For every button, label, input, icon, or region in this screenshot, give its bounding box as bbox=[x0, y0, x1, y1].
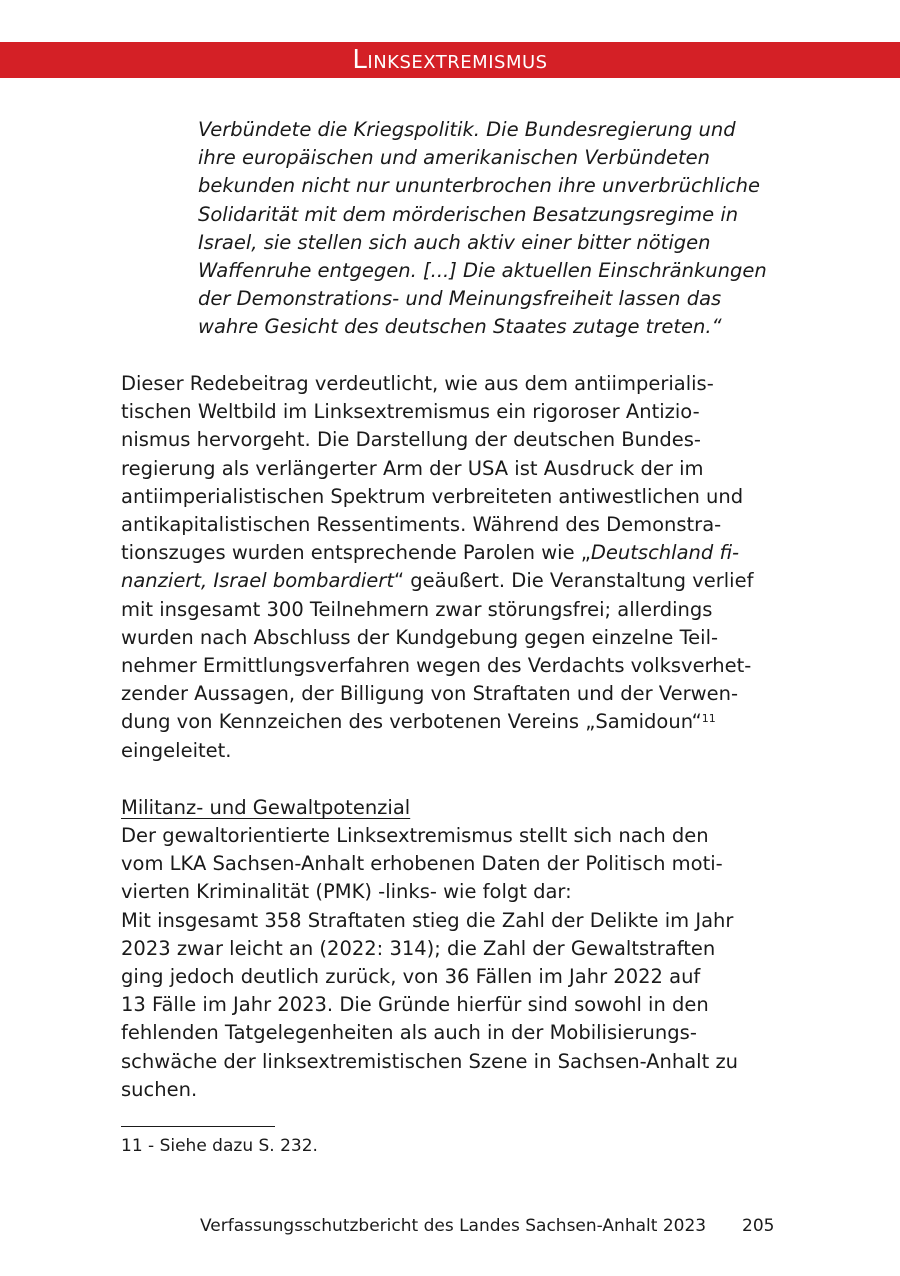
quote-block: Verbündete die Kriegspolitik. Die Bundesregierung und ihre europäischen und amerikanischen Verbündeten bekunden nicht nur ununterbrochen ihre unverbrüchliche Solidarität mit dem mörderischen Besatzungsregime in Israel, sie stellen sich auch aktiv einer bitter nötigen Waffenruhe entgegen. [...] Die aktuellen Einschränkungen der Demonstrations- und Meinungsfreiheit lassen das wahre Gesicht des deutschen Staates zutage treten.“ bbox=[198, 118, 767, 339]
slogan-text: Deutschland fi- nanziert, Israel bombardiert bbox=[121, 541, 740, 593]
footer-title: Verfassungsschutzbericht des Landes Sachsen-Anhalt 2023 bbox=[200, 1216, 707, 1236]
paragraph-militanz: Der gewaltorientierte Linksextremismus stellt sich nach den vom LKA Sachsen-Anhalt erhobenen Daten der Politisch moti- vierten Kriminalität (PMK) -links- wie folgt dar: Mit insgesamt 358 Straftaten stieg die Zahl der Delikte im Jahr 2023 zwar leicht an (2022: 314); die Zahl der Gewaltstraften ging jedoch deutlich zurück, von 36 Fällen im Jahr 2022 auf 13 Fälle im Jahr 2023. Die Gründe hierfür sind sowohl in den fehlenden Tatgelegenheiten als auch in der Mobilisierungs- schwäche der linksextremistischen Szene in Sachsen-Anhalt zu suchen. bbox=[121, 824, 739, 1101]
page-number: 205 bbox=[742, 1216, 775, 1236]
footnote-divider bbox=[121, 1126, 275, 1127]
paragraph-text: “ geäußert. Die Veranstaltung verlief mit insgesamt 300 Teilnehmern zwar störungsfrei; allerdings wurden nach Abschluss der Kundgebung gegen einzelne Teil- nehmer Ermittlungsverfahren wegen des Verdachts volksverhet- zender Aussagen, der Billigung von Straftaten und der Verwen- dung von Kennzeichen des verbotenen Vereins „Samidoun“ bbox=[121, 569, 754, 734]
paragraph-text: eingeleitet. bbox=[121, 738, 232, 762]
footnote-reference[interactable]: 11 bbox=[701, 712, 716, 726]
page-header-title: Linksextremismus bbox=[352, 45, 548, 75]
section-heading: Militanz- und Gewaltpotenzial bbox=[121, 796, 411, 819]
paragraph-redebeitrag bbox=[121, 370, 801, 765]
paragraph-text: Dieser Redebeitrag verdeutlicht, wie aus dem antiimperialis- tischen Weltbild im Linksextremismus ein rigoroser Antizio- nismus hervorgeht. Die Darstellung der deutschen Bundes- regierung als verlängerter Arm der USA ist Ausdruck der im antiimperialistischen Spektrum verbreiteten antiwestlichen und antikapitalistischen Ressentiments. Während des Demonstra- tionszuges wurden entsprechende Parolen wie „ bbox=[121, 372, 744, 565]
footnote-text: 11 - Siehe dazu S. 232. bbox=[121, 1136, 318, 1156]
